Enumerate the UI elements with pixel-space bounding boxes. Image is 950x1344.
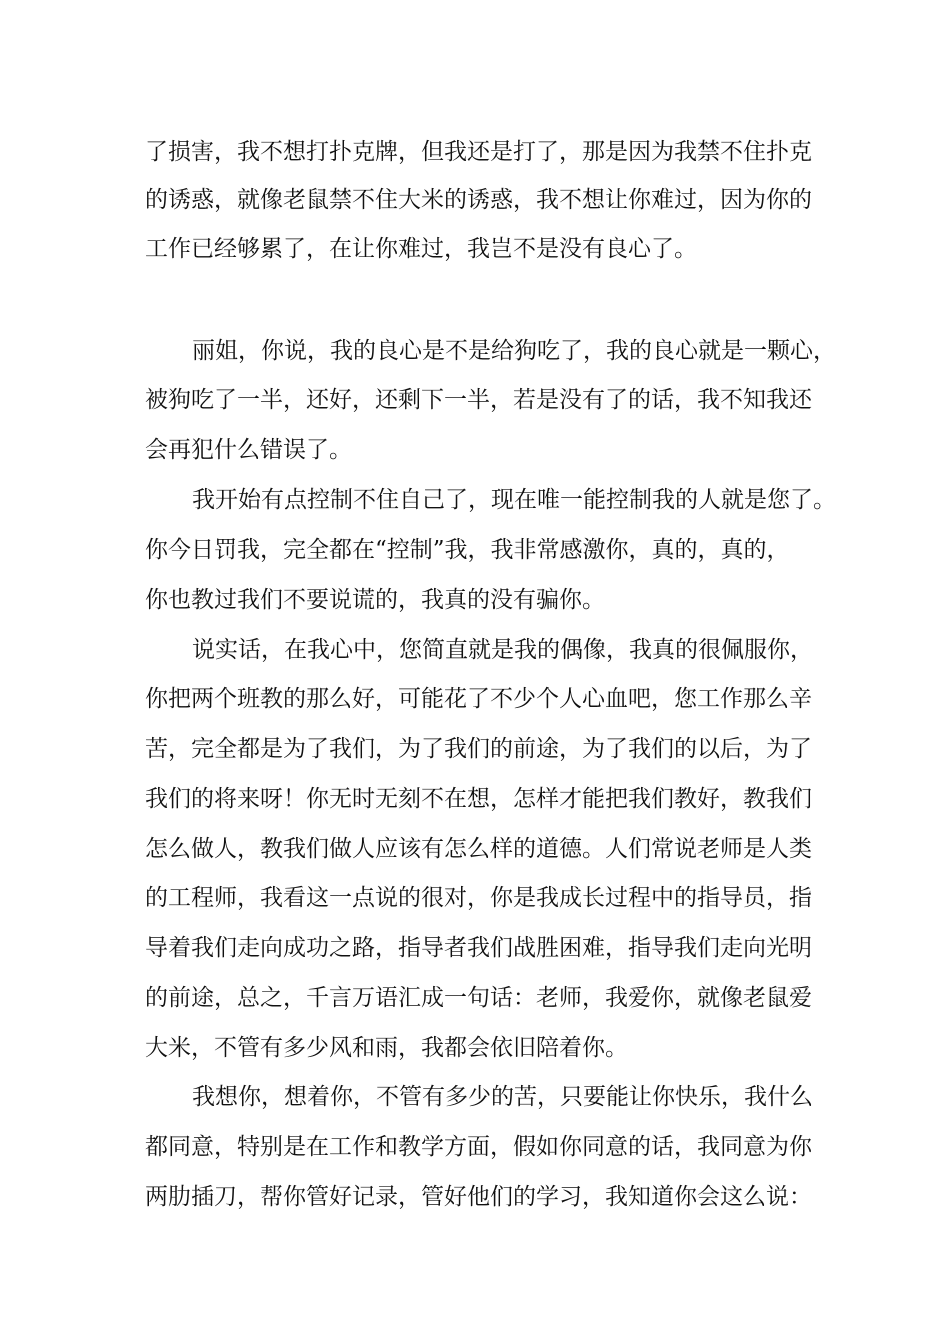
paragraph-4-line-7: 导着我们走向成功之路，指导者我们战胜困难，指导我们走向光明: [145, 935, 812, 961]
paragraph-4-line-5: 怎么做人，教我们做人应该有怎么样的道德。人们常说老师是人类: [145, 836, 812, 862]
paragraph-2-line-3: 会再犯什么错误了。: [145, 437, 352, 463]
paragraph-4-line-6: 的工程师，我看这一点说的很对，你是我成长过程中的指导员，指: [145, 885, 812, 911]
paragraph-1-line-3: 工作已经够累了，在让你难过，我岂不是没有良心了。: [145, 236, 697, 262]
paragraph-4-line-8: 的前途，总之，千言万语汇成一句话：老师，我爱你，就像老鼠爱: [145, 985, 812, 1011]
paragraph-4-line-1: 说实话，在我心中，您简直就是我的偶像，我真的很佩服你，: [192, 637, 813, 663]
paragraph-4-line-4: 我们的将来呀！你无时无刻不在想，怎样才能把我们教好，教我们: [145, 786, 812, 812]
paragraph-4-line-3: 苦，完全都是为了我们，为了我们的前途，为了我们的以后，为了: [145, 736, 812, 762]
paragraph-2-line-1: 丽姐，你说，我的良心是不是给狗吃了，我的良心就是一颗心，: [192, 338, 836, 364]
paragraph-4-line-9: 大米，不管有多少风和雨，我都会依旧陪着你。: [145, 1035, 628, 1061]
paragraph-3-line-3: 你也教过我们不要说谎的，我真的没有骗你。: [145, 587, 605, 613]
paragraph-2-line-2: 被狗吃了一半，还好，还剩下一半，若是没有了的话，我不知我还: [145, 387, 812, 413]
paragraph-5-line-2: 都同意，特别是在工作和教学方面，假如你同意的话，我同意为你: [145, 1134, 812, 1160]
paragraph-5-line-3: 两肋插刀，帮你管好记录，管好他们的学习，我知道你会这么说：: [145, 1184, 812, 1210]
paragraph-3-line-1: 我开始有点控制不住自己了，现在唯一能控制我的人就是您了。: [192, 487, 836, 513]
paragraph-5-line-1: 我想你，想着你，不管有多少的苦，只要能让你快乐，我什么: [192, 1084, 813, 1110]
paragraph-3-line-2: 你今日罚我，完全都在“控制”我，我非常感激你，真的，真的，: [145, 537, 790, 563]
paragraph-4-line-2: 你把两个班教的那么好，可能花了不少个人心血吧，您工作那么辛: [145, 686, 812, 712]
paragraph-1-line-1: 了损害，我不想打扑克牌，但我还是打了，那是因为我禁不住扑克: [145, 139, 812, 165]
paragraph-1-line-2: 的诱惑，就像老鼠禁不住大米的诱惑，我不想让你难过，因为你的: [145, 187, 812, 213]
